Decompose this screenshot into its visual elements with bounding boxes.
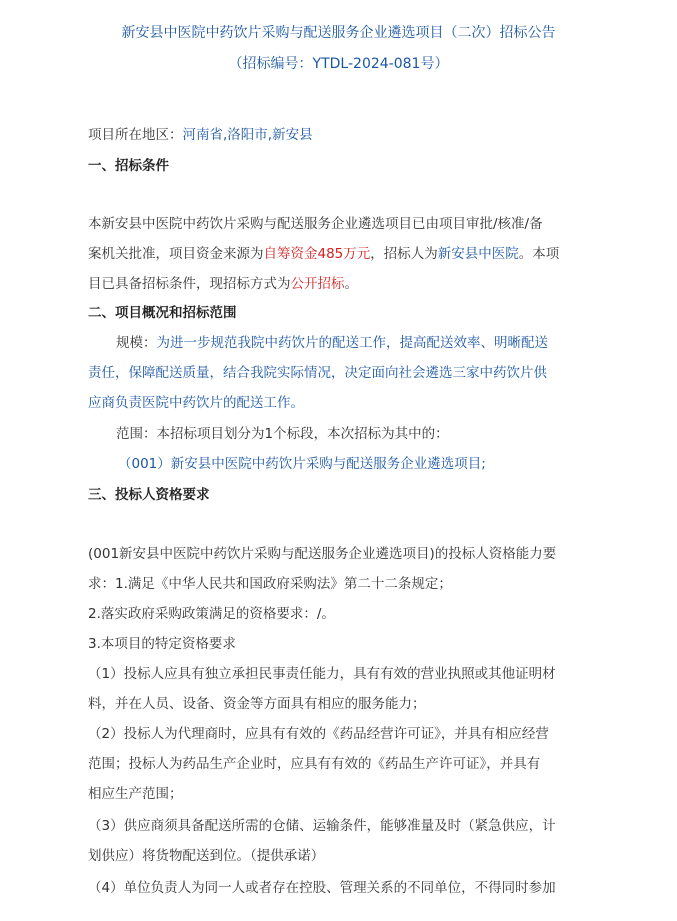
project-location xyxy=(88,123,648,143)
scale-line-1: 规模：为进一步规范我院中药饮片的配送工作，提高配送效率、明晰配送 xyxy=(116,335,548,351)
qualification-line-5: （1）投标人应具有独立承担民事责任能力，具有有效的营业执照或其他证明材 xyxy=(88,666,556,682)
section-heading-bidder-qualifications: 三、投标人资格要求 xyxy=(88,487,210,503)
qualification-line-7: （2）投标人为代理商时，应具有有效的《药品经营许可证》，并具有相应经营 xyxy=(88,726,549,742)
conditions-line-1: 本新安县中医院中药饮片采购与配送服务企业遴选项目已由项目审批/核准/备 xyxy=(88,216,543,232)
conditions-line-3: 目已具备招标条件，现招标方式为公开招标。 xyxy=(88,276,358,292)
tender-number: （招标编号：YTDL-2024-081号） xyxy=(228,56,449,72)
location-label: 项目所在地区： xyxy=(88,127,183,143)
qualification-line-2: 求：1.满足《中华人民共和国政府采购法》第二十二条规定； xyxy=(88,576,452,592)
qualification-line-3: 2.落实政府采购政策满足的资格要求：/。 xyxy=(88,606,335,622)
section-heading-project-overview: 二、项目概况和招标范围 xyxy=(88,305,237,321)
qualification-line-4: 3.本项目的特定资格要求 xyxy=(88,636,236,652)
scope-line: 范围：本招标项目划分为1个标段，本次招标为其中的： xyxy=(116,426,449,442)
scale-line-3: 应商负责医院中药饮片的配送工作。 xyxy=(88,395,304,411)
location-value: 河南省,洛阳市,新安县 xyxy=(182,127,313,143)
lot-line: （001）新安县中医院中药饮片采购与配送服务企业遴选项目; xyxy=(118,456,486,472)
qualification-line-11: 划供应）将货物配送到位。（提供承诺） xyxy=(88,848,325,864)
qualification-line-10: （3）供应商须具备配送所需的仓储、运输条件，能够准量及时（紧急供应，计 xyxy=(88,818,556,834)
qualification-line-8: 范围；投标人为药品生产企业时，应具有有效的《药品生产许可证》，并具有 xyxy=(88,756,541,772)
section-heading-tender-conditions: 一、招标条件 xyxy=(88,158,169,174)
qualification-line-1: (001新安县中医院中药饮片采购与配送服务企业遴选项目)的投标人资格能力要 xyxy=(88,546,557,562)
scale-line-2: 责任，保障配送质量，结合我院实际情况，决定面向社会遴选三家中药饮片供 xyxy=(88,365,547,381)
fund-source: 自筹资金485万元 xyxy=(263,246,371,262)
tender-method: 公开招标 xyxy=(290,276,345,292)
qualification-line-9: 相应生产范围； xyxy=(88,786,183,802)
announcement-title: 新安县中医院中药饮片采购与配送服务企业遴选项目（二次）招标公告 xyxy=(121,25,556,41)
conditions-line-2: 案机关批准，项目资金来源为自筹资金485万元，招标人为新安县中医院。本项 xyxy=(88,246,560,262)
qualification-line-12: （4）单位负责人为同一人或者存在控股、管理关系的不同单位，不得同时参加 xyxy=(88,880,556,896)
qualification-line-6: 料，并在人员、设备、资金等方面具有相应的服务能力； xyxy=(88,696,426,712)
tenderer-name: 新安县中医院 xyxy=(437,246,519,262)
